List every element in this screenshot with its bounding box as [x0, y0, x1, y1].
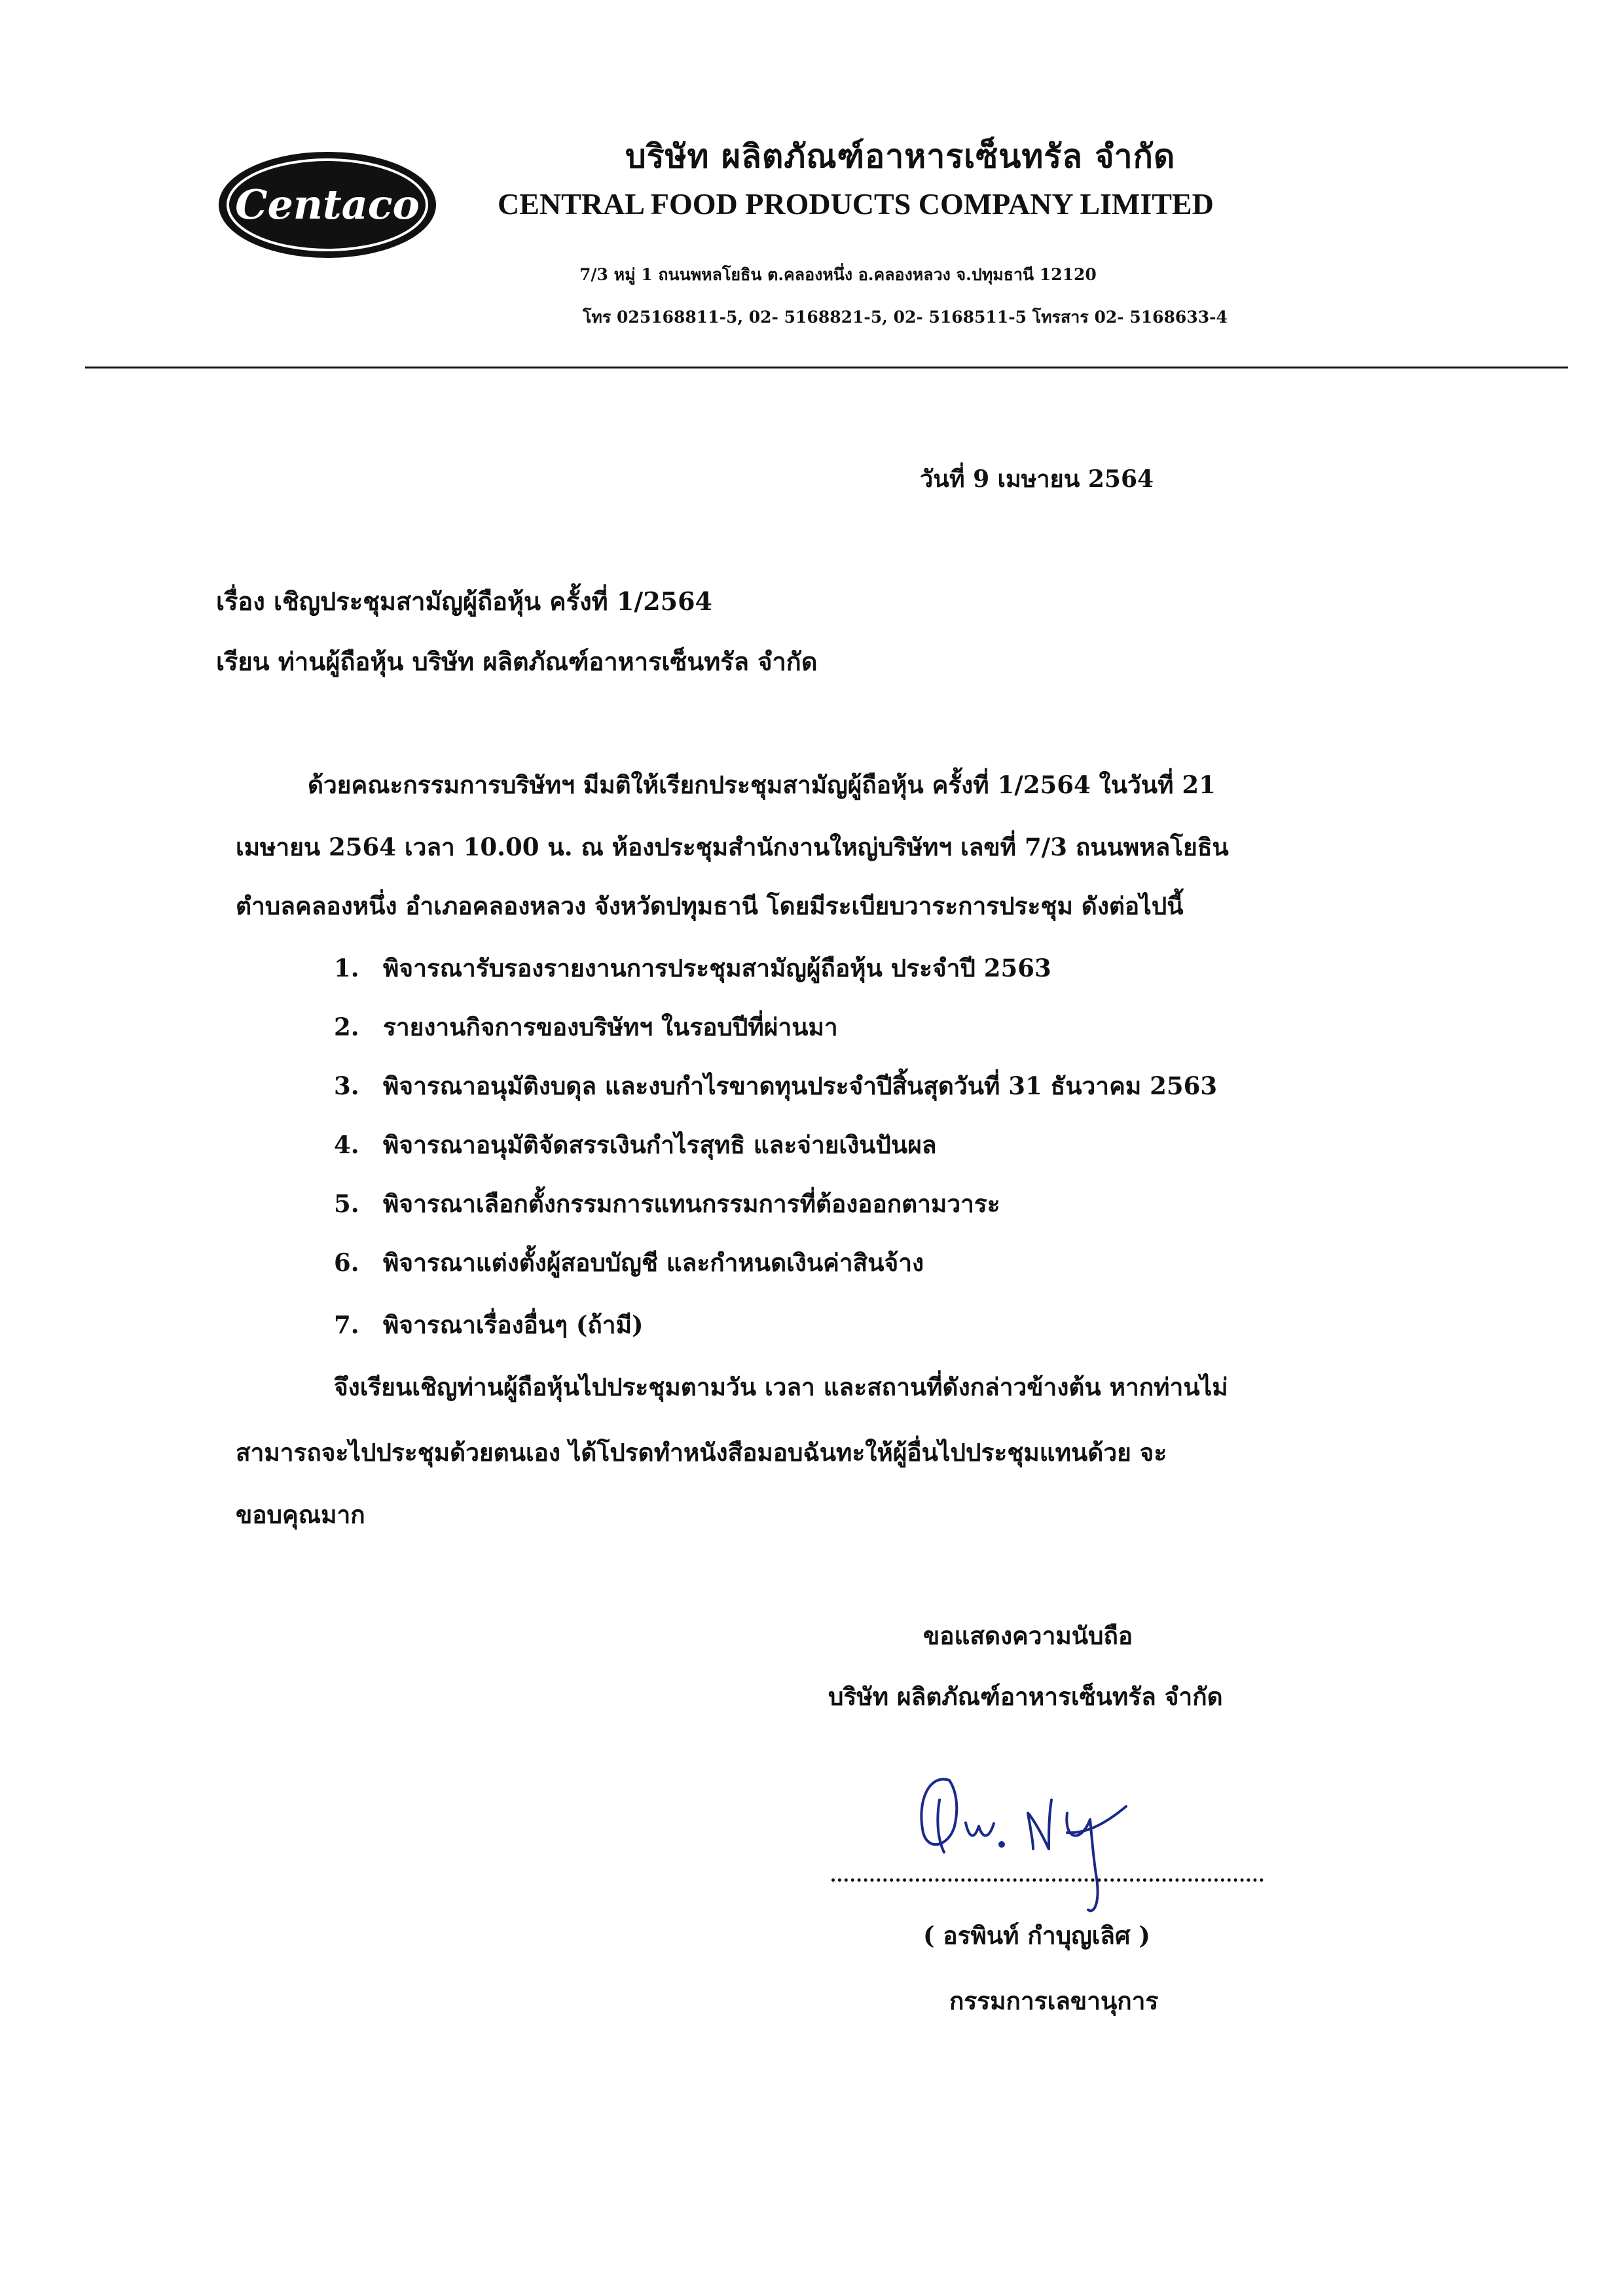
closing-company-name: บริษัท ผลิตภัณฑ์อาหารเซ็นทรัล จำกัด	[828, 1682, 1223, 1711]
letter-subject: เรื่อง เชิญประชุมสามัญผู้ถือหุ้น ครั้งที่ 1/2564	[216, 586, 712, 616]
closing-paragraph-line: สามารถจะไปประชุมด้วยตนเอง ได้โปรดทำหนังสือมอบฉันทะให้ผู้อื่นไปประชุมแทนด้วย จะ	[236, 1438, 1167, 1467]
agenda-number: 1.	[334, 954, 359, 982]
closing-paragraph-line: จึงเรียนเชิญท่านผู้ถือหุ้นไปประชุมตามวัน เวลา และสถานที่ดังกล่าวข้างต้น หากท่านไม่	[334, 1372, 1228, 1401]
agenda-text: พิจารณาแต่งตั้งผู้สอบบัญชี และกำหนดเงินค่าสินจ้าง	[383, 1248, 924, 1277]
signer-position: กรรมการเลขานุการ	[949, 1986, 1159, 2015]
agenda-text: พิจารณาอนุมัติจัดสรรเงินกำไรสุทธิ และจ่ายเงินปันผล	[383, 1130, 937, 1159]
company-name-english: CENTRAL FOOD PRODUCTS COMPANY LIMITED	[498, 187, 1214, 221]
agenda-number: 2.	[334, 1013, 359, 1041]
agenda-item	[334, 1306, 643, 1344]
company-address: 7/3 หมู่ 1 ถนนพหลโยธิน ต.คลองหนึ่ง อ.คลองหลวง จ.ปทุมธานี 12120	[579, 265, 1097, 284]
agenda-number: 4.	[334, 1130, 359, 1159]
centaco-logo	[216, 149, 439, 260]
agenda-item	[334, 1185, 1000, 1223]
agenda-item	[334, 1008, 838, 1047]
letter-date: วันที่ 9 เมษายน 2564	[920, 465, 1154, 493]
intro-paragraph-line: เมษายน 2564 เวลา 10.00 น. ณ ห้องประชุมสำนักงานใหญ่บริษัทฯ เลขที่ 7/3 ถนนพหลโยธิน	[236, 833, 1229, 861]
agenda-number: 3.	[334, 1071, 359, 1100]
agenda-text: พิจารณารับรองรายงานการประชุมสามัญผู้ถือหุ้น ประจำปี 2563	[383, 954, 1051, 982]
closing-regards: ขอแสดงความนับถือ	[923, 1621, 1133, 1650]
signer-name: ( อรพินท์ กำบุญเลิศ )	[923, 1921, 1150, 1950]
agenda-text: พิจารณาเรื่องอื่นๆ (ถ้ามี)	[383, 1310, 644, 1339]
agenda-text: พิจารณาเลือกตั้งกรรมการแทนกรรมการที่ต้องออกตามวาระ	[383, 1189, 1000, 1218]
signature-line	[831, 1878, 1264, 1882]
intro-paragraph-line: ด้วยคณะกรรมการบริษัทฯ มีมติให้เรียกประชุมสามัญผู้ถือหุ้น ครั้งที่ 1/2564 ในวันที่ 21	[308, 770, 1216, 799]
header-divider	[85, 367, 1568, 368]
agenda-item	[334, 1126, 937, 1164]
agenda-item	[334, 1244, 924, 1282]
handwritten-signature	[903, 1761, 1146, 1918]
agenda-item	[334, 1067, 1217, 1105]
company-phone: โทร 025168811-5, 02- 5168821-5, 02- 5168511-5 โทรสาร 02- 5168633-4	[583, 308, 1228, 327]
closing-paragraph-line: ขอบคุณมาก	[236, 1500, 365, 1529]
company-name-thai: บริษัท ผลิตภัณฑ์อาหารเซ็นทรัล จำกัด	[625, 137, 1176, 175]
agenda-item	[334, 949, 1051, 988]
agenda-text: รายงานกิจการของบริษัทฯ ในรอบปีที่ผ่านมา	[383, 1013, 838, 1041]
agenda-number: 7.	[334, 1310, 359, 1339]
svg-text:Centaco: Centaco	[235, 181, 420, 228]
agenda-number: 6.	[334, 1248, 359, 1277]
agenda-text: พิจารณาอนุมัติงบดุล และงบกำไรขาดทุนประจำปีสิ้นสุดวันที่ 31 ธันวาคม 2563	[383, 1071, 1218, 1100]
agenda-number: 5.	[334, 1189, 359, 1218]
letter-addressee: เรียน ท่านผู้ถือหุ้น บริษัท ผลิตภัณฑ์อาหารเซ็นทรัล จำกัด	[216, 647, 818, 676]
intro-paragraph-line: ตำบลคลองหนึ่ง อำเภอคลองหลวง จังหวัดปทุมธานี โดยมีระเบียบวาระการประชุม ดังต่อไปนี้	[236, 891, 1184, 920]
